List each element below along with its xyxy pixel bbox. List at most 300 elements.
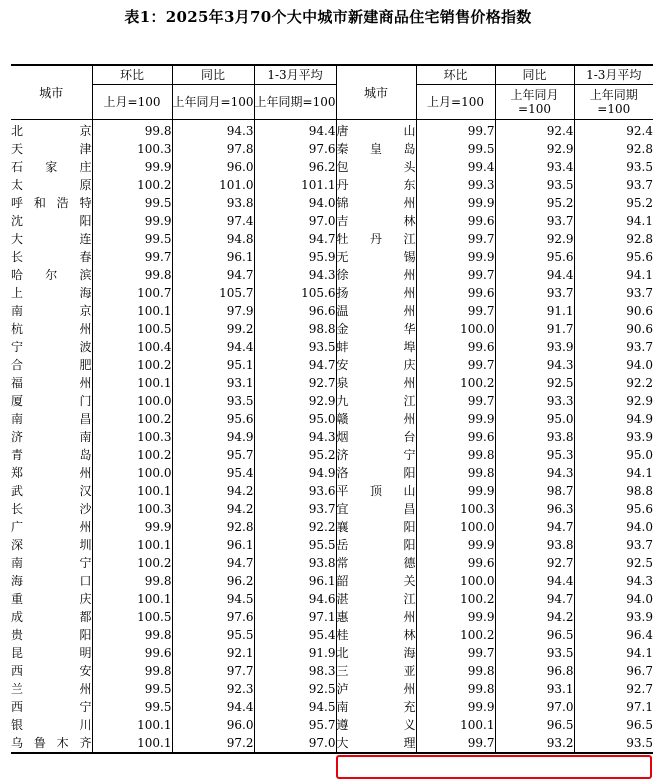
cell-tb-left: 94.7 (172, 266, 254, 284)
cell-avg-right: 93.5 (574, 158, 653, 176)
cell-tb-left: 97.6 (172, 608, 254, 626)
cell-city-right: 温州 (336, 304, 416, 318)
cell-tb-left: 96.0 (172, 716, 254, 734)
cell-avg-right: 94.3 (574, 572, 653, 590)
cell-avg-left: 93.5 (254, 338, 336, 356)
cell-avg-right: 92.8 (574, 230, 653, 248)
header-tb-base-left: 上年同月=100 (172, 85, 254, 120)
cell-avg-right: 93.5 (574, 734, 653, 753)
cell-avg-right: 94.1 (574, 644, 653, 662)
cell-tb-left: 92.8 (172, 518, 254, 536)
cell-hb-right: 99.7 (416, 120, 495, 141)
cell-tb-left: 93.1 (172, 374, 254, 392)
cell-hb-right: 99.7 (416, 392, 495, 410)
table-row (11, 194, 653, 212)
cell-avg-left: 93.7 (254, 500, 336, 518)
cell-tb-right: 93.9 (495, 338, 574, 356)
cell-tb-right: 96.8 (495, 662, 574, 680)
cell-avg-right: 94.1 (574, 266, 653, 284)
cell-avg-left: 92.5 (254, 680, 336, 698)
cell-avg-right: 94.9 (574, 410, 653, 428)
table-row (11, 590, 653, 608)
cell-tb-left: 97.4 (172, 212, 254, 230)
cell-hb-left: 100.5 (92, 320, 172, 338)
cell-city-left: 乌鲁木齐 (11, 734, 92, 753)
table-row (11, 284, 653, 302)
cell-hb-left: 100.5 (92, 608, 172, 626)
table-row (11, 248, 653, 266)
cell-city-right: 常德 (336, 556, 416, 570)
cell-tb-left: 92.3 (172, 680, 254, 698)
table-row (11, 212, 653, 230)
cell-hb-left: 99.8 (92, 626, 172, 644)
table-row (11, 410, 653, 428)
cell-hb-left: 100.4 (92, 338, 172, 356)
table-row (11, 500, 653, 518)
cell-avg-right: 96.4 (574, 626, 653, 644)
cell-hb-left: 99.6 (92, 644, 172, 662)
cell-avg-left: 95.2 (254, 446, 336, 464)
table-title: 表1：2025年3月70个大中城市新建商品住宅销售价格指数 (124, 8, 532, 26)
cell-hb-right: 99.5 (416, 140, 495, 158)
table-row (11, 230, 653, 248)
cell-avg-left: 93.8 (254, 554, 336, 572)
cell-hb-left: 99.8 (92, 120, 172, 141)
cell-hb-right: 99.8 (416, 446, 495, 464)
cell-city-left: 西安 (11, 664, 92, 678)
cell-hb-left: 100.1 (92, 590, 172, 608)
cell-hb-left: 99.7 (92, 248, 172, 266)
cell-avg-right: 95.6 (574, 500, 653, 518)
cell-hb-left: 100.2 (92, 356, 172, 374)
cell-avg-right: 92.7 (574, 680, 653, 698)
cell-city-right: 桂林 (336, 628, 416, 642)
cell-city-right: 遵义 (336, 718, 416, 732)
cell-city-left: 天津 (11, 142, 92, 156)
header-tb-left: 同比 (172, 65, 254, 85)
cell-tb-left: 95.5 (172, 626, 254, 644)
cell-avg-right: 93.9 (574, 428, 653, 446)
cell-city-left: 海口 (11, 574, 92, 588)
cell-avg-left: 96.2 (254, 158, 336, 176)
header-avg-base-right: 上年同期=100 (574, 85, 653, 120)
cell-tb-right: 94.3 (495, 356, 574, 374)
cell-city-right: 韶关 (336, 574, 416, 588)
cell-avg-right: 98.8 (574, 482, 653, 500)
cell-city-left: 厦门 (11, 394, 92, 408)
cell-city-left: 太原 (11, 178, 92, 192)
cell-city-right: 洛阳 (336, 466, 416, 480)
cell-city-left: 银川 (11, 718, 92, 732)
cell-city-right: 宜昌 (336, 502, 416, 516)
cell-city-right: 金华 (336, 322, 416, 336)
cell-tb-left: 97.7 (172, 662, 254, 680)
cell-tb-left: 93.8 (172, 194, 254, 212)
cell-avg-left: 105.6 (254, 284, 336, 302)
cell-avg-left: 92.9 (254, 392, 336, 410)
cell-avg-right: 90.6 (574, 320, 653, 338)
cell-city-left: 重庆 (11, 592, 92, 606)
cell-tb-right: 93.7 (495, 284, 574, 302)
cell-tb-right: 93.7 (495, 212, 574, 230)
cell-avg-right: 92.5 (574, 554, 653, 572)
cell-tb-left: 105.7 (172, 284, 254, 302)
cell-avg-right: 94.1 (574, 464, 653, 482)
cell-avg-left: 101.1 (254, 176, 336, 194)
cell-city-left: 哈尔滨 (11, 268, 92, 282)
cell-city-right: 大理 (336, 734, 416, 753)
cell-tb-left: 95.4 (172, 464, 254, 482)
cell-tb-left: 92.1 (172, 644, 254, 662)
cell-city-right: 丹东 (336, 178, 416, 192)
cell-tb-right: 92.9 (495, 230, 574, 248)
cell-hb-right: 99.7 (416, 644, 495, 662)
cell-tb-left: 95.6 (172, 410, 254, 428)
cell-tb-right: 94.7 (495, 590, 574, 608)
cell-avg-right: 93.9 (574, 608, 653, 626)
cell-hb-right: 99.7 (416, 356, 495, 374)
cell-avg-right: 93.7 (574, 536, 653, 554)
cell-tb-right: 96.5 (495, 716, 574, 734)
cell-city-right: 惠州 (336, 610, 416, 624)
cell-tb-right: 93.4 (495, 158, 574, 176)
cell-tb-right: 94.3 (495, 464, 574, 482)
cell-city-left: 武汉 (11, 484, 92, 498)
cell-avg-left: 95.7 (254, 716, 336, 734)
cell-avg-left: 97.0 (254, 212, 336, 230)
cell-hb-left: 99.9 (92, 518, 172, 536)
cell-city-left: 长沙 (11, 502, 92, 516)
table-row (11, 662, 653, 680)
cell-city-right: 三亚 (336, 664, 416, 678)
table-row (11, 428, 653, 446)
cell-hb-left: 99.9 (92, 212, 172, 230)
cell-hb-right: 100.2 (416, 374, 495, 392)
table-row (11, 626, 653, 644)
cell-hb-right: 99.9 (416, 698, 495, 716)
cell-avg-left: 91.9 (254, 644, 336, 662)
table-row (11, 482, 653, 500)
cell-hb-left: 100.7 (92, 284, 172, 302)
cell-avg-right: 94.0 (574, 590, 653, 608)
cell-city-right: 九江 (336, 394, 416, 408)
table-row (11, 446, 653, 464)
cell-city-left: 石家庄 (11, 160, 92, 174)
cell-avg-left: 94.3 (254, 428, 336, 446)
cell-avg-right: 96.5 (574, 716, 653, 734)
cell-city-left: 沈阳 (11, 214, 92, 228)
cell-tb-right: 93.5 (495, 176, 574, 194)
cell-avg-right: 92.2 (574, 374, 653, 392)
cell-tb-left: 94.5 (172, 590, 254, 608)
cell-tb-right: 94.4 (495, 266, 574, 284)
cell-city-left: 南昌 (11, 412, 92, 426)
cell-avg-left: 94.4 (254, 120, 336, 141)
cell-tb-left: 96.1 (172, 536, 254, 554)
cell-hb-right: 100.1 (416, 716, 495, 734)
cell-city-right: 唐山 (336, 120, 416, 141)
cell-city-left: 广州 (11, 520, 92, 534)
cell-avg-left: 94.9 (254, 464, 336, 482)
cell-city-right: 襄阳 (336, 520, 416, 534)
cell-tb-right: 93.1 (495, 680, 574, 698)
cell-tb-left: 97.2 (172, 734, 254, 753)
cell-avg-left: 93.6 (254, 482, 336, 500)
cell-tb-right: 95.2 (495, 194, 574, 212)
cell-hb-right: 99.9 (416, 248, 495, 266)
table-row (11, 698, 653, 716)
cell-hb-left: 100.3 (92, 140, 172, 158)
header-tb-right: 同比 (495, 65, 574, 85)
cell-hb-left: 100.1 (92, 536, 172, 554)
cell-city-right: 扬州 (336, 286, 416, 300)
cell-avg-right: 92.8 (574, 140, 653, 158)
cell-avg-left: 96.6 (254, 302, 336, 320)
cell-hb-right: 100.0 (416, 572, 495, 590)
table-row (11, 158, 653, 176)
header-city-left: 城市 (11, 65, 92, 120)
cell-tb-right: 95.3 (495, 446, 574, 464)
cell-hb-left: 99.8 (92, 572, 172, 590)
cell-hb-right: 99.8 (416, 680, 495, 698)
table-body (11, 120, 653, 754)
cell-city-left: 兰州 (11, 682, 92, 696)
cell-city-right: 湛江 (336, 592, 416, 606)
cell-tb-left: 95.1 (172, 356, 254, 374)
cell-tb-left: 96.1 (172, 248, 254, 266)
cell-hb-right: 99.9 (416, 482, 495, 500)
cell-tb-left: 97.8 (172, 140, 254, 158)
cell-tb-left: 95.7 (172, 446, 254, 464)
cell-tb-left: 94.4 (172, 698, 254, 716)
cell-avg-left: 97.6 (254, 140, 336, 158)
cell-tb-right: 96.5 (495, 626, 574, 644)
cell-tb-left: 94.9 (172, 428, 254, 446)
cell-hb-right: 100.0 (416, 320, 495, 338)
cell-city-right: 安庆 (336, 358, 416, 372)
cell-hb-left: 100.1 (92, 374, 172, 392)
cell-city-right: 蚌埠 (336, 340, 416, 354)
cell-tb-right: 97.0 (495, 698, 574, 716)
cell-tb-right: 92.7 (495, 554, 574, 572)
cell-hb-right: 99.9 (416, 194, 495, 212)
cell-avg-left: 95.4 (254, 626, 336, 644)
cell-avg-left: 95.0 (254, 410, 336, 428)
cell-avg-right: 95.2 (574, 194, 653, 212)
cell-hb-left: 100.2 (92, 176, 172, 194)
cell-hb-left: 99.9 (92, 158, 172, 176)
cell-hb-right: 100.2 (416, 590, 495, 608)
cell-hb-right: 99.9 (416, 536, 495, 554)
cell-city-left: 深圳 (11, 538, 92, 552)
cell-avg-left: 94.5 (254, 698, 336, 716)
cell-city-left: 西宁 (11, 700, 92, 714)
cell-hb-right: 99.7 (416, 230, 495, 248)
cell-hb-left: 99.5 (92, 698, 172, 716)
cell-avg-right: 97.1 (574, 698, 653, 716)
table-row (11, 572, 653, 590)
cell-hb-left: 99.5 (92, 194, 172, 212)
cell-tb-right: 94.7 (495, 518, 574, 536)
cell-tb-left: 96.2 (172, 572, 254, 590)
cell-hb-right: 99.6 (416, 428, 495, 446)
cell-avg-right: 94.0 (574, 518, 653, 536)
header-hb-right: 环比 (416, 65, 495, 85)
cell-tb-right: 93.8 (495, 428, 574, 446)
table-row (11, 464, 653, 482)
cell-city-right: 泉州 (336, 376, 416, 390)
cell-hb-right: 99.7 (416, 734, 495, 753)
cell-avg-right: 93.7 (574, 338, 653, 356)
cell-avg-left: 94.7 (254, 230, 336, 248)
cell-avg-right: 95.6 (574, 248, 653, 266)
header-hb-left: 环比 (92, 65, 172, 85)
table-row (11, 120, 653, 141)
cell-tb-left: 94.8 (172, 230, 254, 248)
table-row (11, 554, 653, 572)
cell-avg-right: 96.7 (574, 662, 653, 680)
cell-hb-right: 99.7 (416, 302, 495, 320)
cell-tb-right: 95.6 (495, 248, 574, 266)
cell-hb-left: 100.2 (92, 410, 172, 428)
cell-hb-left: 99.5 (92, 230, 172, 248)
cell-tb-right: 94.2 (495, 608, 574, 626)
cell-city-left: 郑州 (11, 466, 92, 480)
table-row (11, 608, 653, 626)
cell-avg-left: 97.1 (254, 608, 336, 626)
cell-city-right: 岳阳 (336, 538, 416, 552)
cell-hb-left: 100.0 (92, 392, 172, 410)
cell-hb-left: 99.8 (92, 662, 172, 680)
cell-city-right: 烟台 (336, 430, 416, 444)
cell-tb-right: 92.5 (495, 374, 574, 392)
cell-avg-right: 95.0 (574, 446, 653, 464)
cell-hb-left: 99.5 (92, 680, 172, 698)
cell-hb-left: 100.1 (92, 734, 172, 753)
cell-tb-left: 99.2 (172, 320, 254, 338)
cell-avg-right: 90.6 (574, 302, 653, 320)
cell-city-left: 上海 (11, 286, 92, 300)
cell-city-left: 杭州 (11, 322, 92, 336)
cell-tb-left: 93.5 (172, 392, 254, 410)
cell-tb-right: 93.2 (495, 734, 574, 753)
cell-city-right: 包头 (336, 160, 416, 174)
cell-city-left: 南宁 (11, 556, 92, 570)
cell-avg-right: 92.9 (574, 392, 653, 410)
cell-avg-right: 93.7 (574, 176, 653, 194)
cell-tb-right: 91.7 (495, 320, 574, 338)
cell-city-right: 南充 (336, 700, 416, 714)
cell-tb-right: 93.8 (495, 536, 574, 554)
cell-tb-right: 91.1 (495, 302, 574, 320)
cell-city-left: 呼和浩特 (11, 196, 92, 210)
cell-hb-right: 99.8 (416, 464, 495, 482)
cell-hb-right: 100.2 (416, 626, 495, 644)
cell-hb-left: 100.3 (92, 500, 172, 518)
cell-tb-right: 92.9 (495, 140, 574, 158)
cell-city-left: 北京 (11, 124, 92, 138)
cell-tb-right: 93.5 (495, 644, 574, 662)
cell-city-right: 济宁 (336, 448, 416, 462)
cell-hb-right: 100.3 (416, 500, 495, 518)
highlight-box (336, 755, 652, 779)
cell-avg-left: 96.1 (254, 572, 336, 590)
table-row (11, 680, 653, 698)
cell-city-right: 平顶山 (336, 484, 416, 498)
cell-city-left: 青岛 (11, 448, 92, 462)
cell-city-right: 泸州 (336, 682, 416, 696)
cell-city-right: 秦皇岛 (336, 142, 416, 156)
cell-hb-left: 100.2 (92, 446, 172, 464)
cell-avg-left: 94.3 (254, 266, 336, 284)
cell-hb-right: 99.6 (416, 338, 495, 356)
table-row (11, 374, 653, 392)
cell-tb-right: 94.4 (495, 572, 574, 590)
cell-city-right: 赣州 (336, 412, 416, 426)
cell-tb-left: 94.4 (172, 338, 254, 356)
cell-city-left: 宁波 (11, 340, 92, 354)
cell-tb-right: 93.3 (495, 392, 574, 410)
cell-hb-left: 99.8 (92, 266, 172, 284)
cell-city-right: 北海 (336, 646, 416, 660)
table-row (11, 140, 653, 158)
cell-hb-left: 100.2 (92, 554, 172, 572)
cell-avg-left: 98.3 (254, 662, 336, 680)
cell-avg-left: 98.8 (254, 320, 336, 338)
cell-city-right: 徐州 (336, 268, 416, 282)
header-avg-base-left: 上年同期=100 (254, 85, 336, 120)
table-row (11, 176, 653, 194)
header-tb-base-right: 上年同月=100 (495, 85, 574, 120)
cell-tb-left: 97.9 (172, 302, 254, 320)
cell-city-left: 贵阳 (11, 628, 92, 642)
table-row (11, 536, 653, 554)
cell-avg-right: 92.4 (574, 120, 653, 141)
cell-hb-right: 99.9 (416, 410, 495, 428)
table-row (11, 734, 653, 753)
cell-tb-left: 96.0 (172, 158, 254, 176)
cell-city-left: 成都 (11, 610, 92, 624)
cell-tb-right: 95.0 (495, 410, 574, 428)
cell-hb-left: 100.1 (92, 302, 172, 320)
cell-city-right: 无锡 (336, 250, 416, 264)
cell-tb-left: 94.2 (172, 500, 254, 518)
table-row (11, 518, 653, 536)
cell-avg-right: 93.7 (574, 284, 653, 302)
cell-city-right: 牡丹江 (336, 232, 416, 246)
cell-hb-right: 99.8 (416, 662, 495, 680)
cell-avg-left: 92.2 (254, 518, 336, 536)
table-row (11, 302, 653, 320)
cell-hb-right: 99.6 (416, 554, 495, 572)
cell-city-left: 大连 (11, 232, 92, 246)
cell-avg-left: 94.7 (254, 356, 336, 374)
cell-avg-left: 95.9 (254, 248, 336, 266)
cell-hb-right: 99.6 (416, 212, 495, 230)
cell-hb-left: 100.1 (92, 716, 172, 734)
header-avg-left: 1-3月平均 (254, 65, 336, 85)
cell-hb-right: 99.3 (416, 176, 495, 194)
cell-hb-left: 100.1 (92, 482, 172, 500)
cell-city-left: 福州 (11, 376, 92, 390)
cell-city-left: 合肥 (11, 358, 92, 372)
header-hb-base-left: 上月=100 (92, 85, 172, 120)
cell-city-right: 吉林 (336, 214, 416, 228)
table-row (11, 356, 653, 374)
cell-hb-left: 100.0 (92, 464, 172, 482)
cell-hb-right: 99.7 (416, 266, 495, 284)
table-row (11, 392, 653, 410)
